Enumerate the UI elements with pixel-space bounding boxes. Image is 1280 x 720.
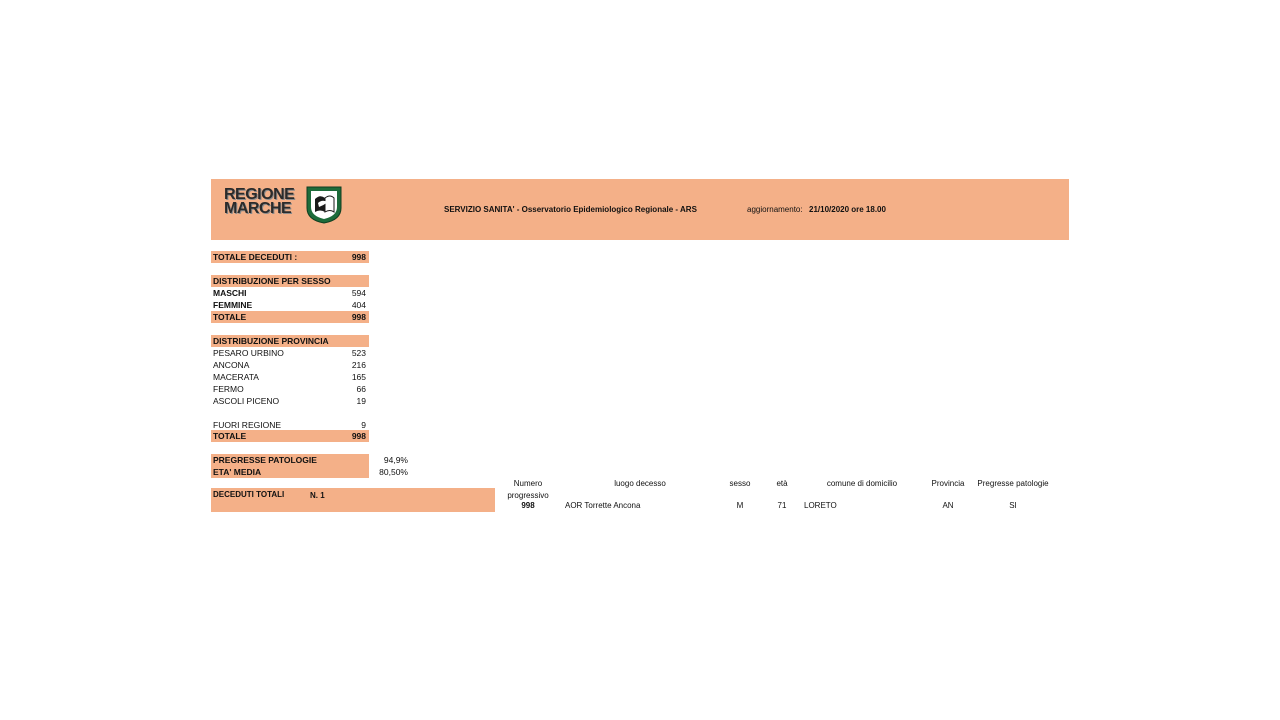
deceased-total-number: N. 1 — [310, 491, 325, 500]
sex-row-label: FEMMINE — [213, 300, 253, 310]
deceased-total-label: DECEDUTI TOTALI — [213, 490, 285, 499]
province-distribution-label: DISTRIBUZIONE PROVINCIA — [213, 336, 329, 346]
province-value: 216 — [351, 360, 366, 370]
province-label: ASCOLI PICENO — [213, 396, 280, 406]
col-header-pathologies: Pregresse patologie — [977, 479, 1049, 488]
total-deceased-label: TOTALE DECEDUTI : — [213, 252, 298, 262]
sex-row-value: 594 — [351, 288, 366, 298]
average-age-label: ETA' MEDIA — [213, 467, 262, 477]
col-header-progressive — [500, 478, 556, 502]
outside-region-label: FUORI REGIONE — [213, 420, 282, 430]
province-distribution-title — [211, 335, 369, 347]
province-row — [211, 395, 369, 407]
province-total-label: TOTALE — [213, 431, 247, 441]
province-value: 523 — [351, 348, 366, 358]
province-label: FERMO — [213, 384, 244, 394]
average-age-value: 80,50% — [379, 467, 408, 477]
sex-row-male — [211, 287, 369, 299]
cell-sex: M — [736, 501, 744, 510]
province-value: 19 — [356, 396, 366, 406]
pathologies-label: PREGRESSE PATOLOGIE — [213, 455, 317, 465]
province-row — [211, 371, 369, 383]
col-header-province: Provincia — [931, 479, 965, 488]
average-age-row — [211, 466, 411, 478]
logo-line-2: MARCHE — [224, 200, 292, 217]
regione-marche-logo — [224, 187, 359, 227]
cell-age: 71 — [777, 501, 787, 510]
sex-distribution-title — [211, 275, 369, 287]
sex-total-row — [211, 311, 369, 323]
province-total-value: 998 — [351, 431, 366, 441]
province-total-row — [211, 430, 369, 442]
col-header-municipality: comune di domicilio — [826, 479, 898, 488]
total-deceased-value: 998 — [351, 252, 366, 262]
province-value: 66 — [356, 384, 366, 394]
sex-distribution-label: DISTRIBUZIONE PER SESSO — [213, 276, 331, 286]
total-deceased-row — [211, 251, 369, 263]
service-title: SERVIZIO SANITA' - Osservatorio Epidemiologico Regionale - ARS — [444, 205, 697, 214]
province-label: PESARO URBINO — [213, 348, 284, 358]
sex-row-value: 404 — [351, 300, 366, 310]
cell-progressive: 998 — [521, 501, 535, 510]
province-row — [211, 359, 369, 371]
col-header-sex: sesso — [729, 479, 751, 488]
province-row — [211, 383, 369, 395]
report-header — [211, 179, 1069, 240]
pathologies-row — [211, 454, 411, 466]
province-value: 165 — [351, 372, 366, 382]
col-header-progressive-line1: Numero — [513, 479, 543, 488]
pathologies-value: 94,9% — [383, 455, 408, 465]
col-header-progressive-line2: progressivo — [507, 491, 549, 500]
update-value: 21/10/2020 ore 18.00 — [809, 205, 886, 214]
cell-pathologies: SI — [1009, 501, 1017, 510]
deceased-total-band — [211, 488, 495, 512]
sex-row-female — [211, 299, 369, 311]
cell-province: AN — [942, 501, 954, 510]
province-row — [211, 347, 369, 359]
sex-row-label: MASCHI — [213, 288, 247, 298]
sex-total-label: TOTALE — [213, 312, 247, 322]
col-header-place: luogo decesso — [614, 479, 666, 488]
sex-total-value: 998 — [351, 312, 366, 322]
outside-region-value: 9 — [361, 420, 366, 430]
logo-line-1: REGIONE — [224, 186, 295, 203]
province-label: MACERATA — [213, 372, 259, 382]
shield-icon — [306, 186, 342, 224]
update-label: aggiornamento: — [747, 205, 803, 214]
cell-place: AOR Torrette Ancona — [565, 501, 641, 510]
col-header-age: età — [776, 479, 788, 488]
province-label: ANCONA — [213, 360, 250, 370]
logo-wordmark — [224, 188, 294, 216]
cell-municipality: LORETO — [804, 501, 837, 510]
